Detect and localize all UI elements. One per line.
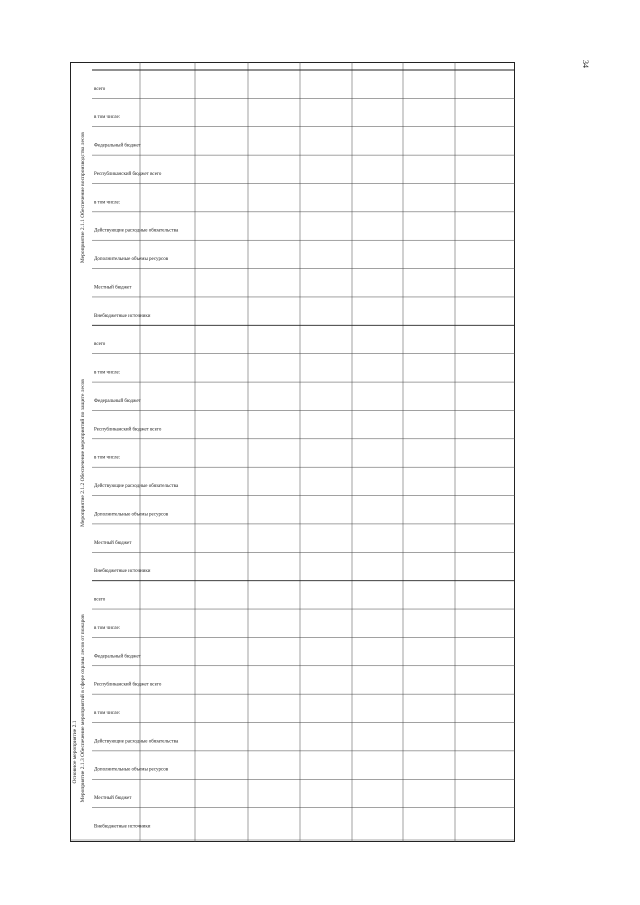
row-label: в том числе:	[94, 370, 121, 376]
row-label: Местный бюджет	[94, 540, 132, 546]
row-labels	[94, 87, 179, 830]
row-label: Действующие расходные обязательства	[94, 228, 179, 234]
row-label: Местный бюджет	[94, 285, 132, 291]
row-label: Внебюджетные источники	[94, 569, 151, 575]
row-label: Дополнительные объемы ресурсов	[94, 767, 169, 773]
row-label: Местный бюджет	[94, 796, 132, 802]
row-label: всего	[94, 86, 106, 92]
row-label: в том числе:	[94, 200, 121, 206]
table-columns	[140, 62, 455, 842]
row-label: Действующие расходные обязательства	[94, 484, 179, 490]
table-border	[71, 63, 515, 842]
row-label: всего	[94, 597, 106, 603]
table-rows	[92, 70, 515, 808]
row-label: Дополнительные объемы ресурсов	[94, 257, 169, 263]
page-number: 34	[581, 60, 590, 68]
row-label: Республиканский бюджет всего	[94, 171, 162, 177]
row-label: Федеральный бюджет	[94, 143, 141, 149]
row-label: всего	[94, 342, 106, 348]
section-labels	[72, 132, 86, 803]
row-label: Республиканский бюджет всего	[94, 427, 162, 433]
row-label: в том числе:	[94, 625, 121, 631]
row-label: в том числе:	[94, 455, 121, 461]
row-label: Республиканский бюджет всего	[94, 682, 162, 688]
rotated-budget-table	[70, 62, 515, 842]
row-label: Федеральный бюджет	[94, 654, 141, 660]
section-label: Мероприятие 2.1.2 Обеспечение мероприятий по защите лесов	[80, 379, 86, 527]
row-label: Внебюджетные источники	[94, 313, 151, 319]
row-label: в том числе:	[94, 115, 121, 121]
section-label: Мероприятие 2.1.1 Обеспечение воспроизводства лесов	[80, 132, 86, 264]
row-label: Федеральный бюджет	[94, 398, 141, 404]
row-label: Действующие расходные обязательства	[94, 739, 179, 745]
section-label: Мероприятие 2.1.3 Обеспечение мероприятий в сфере охраны лесов от пожаров	[80, 614, 86, 803]
row-label: в том числе:	[94, 711, 121, 717]
row-label: Дополнительные объемы ресурсов	[94, 512, 169, 518]
row-label: Внебюджетные источники	[94, 824, 151, 830]
section-label: Основное мероприятие 2.1	[72, 720, 78, 784]
